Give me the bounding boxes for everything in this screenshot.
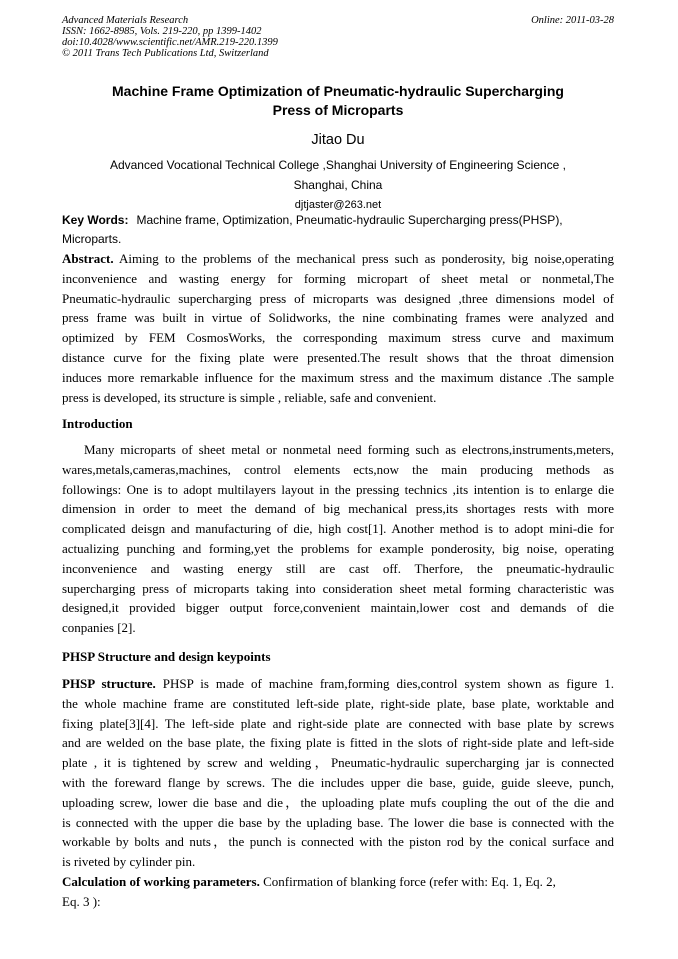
introduction-body <box>62 440 614 638</box>
abstract-label: Abstract. <box>62 251 114 266</box>
calc-label: Calculation of working parameters. <box>62 873 260 889</box>
intro-line: conpanies [2]. <box>62 620 136 636</box>
calc-line-2: Eq. 3 ): <box>62 893 101 909</box>
introduction-heading: Introduction <box>62 416 133 431</box>
title-line-2: Press of Microparts <box>272 102 404 118</box>
abstract-line: Aiming to the problems of the mechanical press such as ponderosity, big noise,operating <box>113 251 614 266</box>
abstract-line: optimized by FEM CosmosWorks, the corresponding maximum stress curve and maximum <box>62 330 614 346</box>
abstract-line: Pneumatic-hydraulic supercharging press of microparts was designed ,three dimensions model of <box>62 290 614 306</box>
paper-title <box>62 82 614 120</box>
journal-header <box>62 15 614 59</box>
intro-line: followings: One is to adopt multilayers layout in the pressing technics ,its intention is to enlarge die <box>62 481 614 497</box>
title-line-1: Machine Frame Optimization of Pneumatic-hydraulic Supercharging <box>112 83 564 99</box>
phsp-line: with the foreward flange by screws. The die includes upper die base, guide, guide sleeve, punch, <box>62 774 614 790</box>
abstract-line: inconvenience and wasting energy for forming micropart of sheet metal or nonmetal,The <box>62 270 614 286</box>
doi: doi:10.4028/www.scientific.net/AMR.219-220.1399 <box>62 37 278 48</box>
keywords-line-1: Machine frame, Optimization, Pneumatic-hydraulic Supercharging press(PHSP), <box>136 213 563 227</box>
issn: ISSN: 1662-8985, Vols. 219-220, pp 1399-1402 <box>62 26 262 37</box>
affiliation-line-2: Shanghai, China <box>293 178 383 192</box>
abstract <box>62 249 614 407</box>
calc-line-1: Confirmation of blanking force (refer with: Eq. 1, Eq. 2, <box>259 873 556 889</box>
intro-line: wares,metals,cameras,machines, control elements ects,now the main producing methods as <box>62 461 614 477</box>
affiliation-line-1: Advanced Vocational Technical College ,Shanghai University of Engineering Science , <box>109 158 567 172</box>
phsp-structure-body <box>62 674 614 912</box>
intro-line: actualizing punching and forming,yet the problems for example ponderosity, big noise, operating <box>62 540 614 556</box>
journal-name: Advanced Materials Research <box>62 15 189 26</box>
phsp-heading: PHSP Structure and design keypoints <box>62 649 271 664</box>
abstract-line: induces more remarkable influence for the maximum stress and the maximum distance .The sample <box>62 369 614 385</box>
abstract-line: distance curve for the fixing plate were presented.The result shows that the throat dimension <box>62 349 614 365</box>
phsp-line: is riveted by cylinder pin. <box>62 854 196 870</box>
copyright: © 2011 Trans Tech Publications Ltd, Switzerland <box>62 48 269 59</box>
abstract-line: press frame was built in virtue of Solidworks, the nine combinating frames were analyzed and <box>62 310 614 326</box>
author-email: djtjaster@263.net <box>294 199 382 211</box>
intro-line: inconvenience and wasting energy still are cast off. Therfore, the pneumatic-hydraulic <box>62 560 614 576</box>
affiliation <box>62 155 614 215</box>
phsp-line: uploading screw, lower die base and die，the uploading plate mufs coupling the out of the die and <box>62 794 614 810</box>
intro-line: designed,it provided bigger output force,convenient maintain,lower cost and demands of die <box>62 600 614 616</box>
keywords <box>62 211 614 249</box>
phsp-line: is connected with the upper die base by the uplading base. The lower die base is connected with the <box>62 814 614 830</box>
phsp-line: the whole machine frame are constituted left-side plate, right-side plate, base plate, worktable and <box>62 695 614 711</box>
keywords-label: Key Words: <box>62 213 129 227</box>
intro-line: Many microparts of sheet metal or nonmetal need forming such as electrons,instruments,meters, <box>84 442 614 457</box>
online-date: Online: 2011-03-28 <box>531 15 614 26</box>
phsp-line: PHSP is made of machine fram,forming dies,control system shown as figure 1. <box>155 676 614 691</box>
intro-line: dimension in order to meet the demand of big mechanical press,its shortages rests with more <box>62 501 614 517</box>
abstract-line: press is developed, its structure is simple , reliable, safe and convenient. <box>62 389 437 405</box>
phsp-line: plate , it is tightened by screw and welding，Pneumatic-hydraulic supercharging jar is connected <box>62 755 614 771</box>
phsp-line: workable by bolts and nuts，the punch is connected with the piston rod by the conical surface and <box>62 834 614 850</box>
author-name: Jitao Du <box>311 132 365 148</box>
phsp-line: fixing plate[3][4]. The left-side plate and right-side plate are connected with base plate by screws <box>62 715 614 731</box>
phsp-structure-label: PHSP structure. <box>62 676 156 691</box>
intro-line: supercharging press of microparts taking into consideration sheet metal forming characteristic was <box>62 580 614 596</box>
phsp-line: and are welded on the base plate, the fixing plate is fitted in the slots of right-side plate and left-side <box>62 735 614 751</box>
intro-line: complicated deisgn and manufacturing of die, high cost[1]. Another method is to adopt mini-die for <box>62 521 614 537</box>
keywords-line-2: Microparts. <box>62 232 122 246</box>
